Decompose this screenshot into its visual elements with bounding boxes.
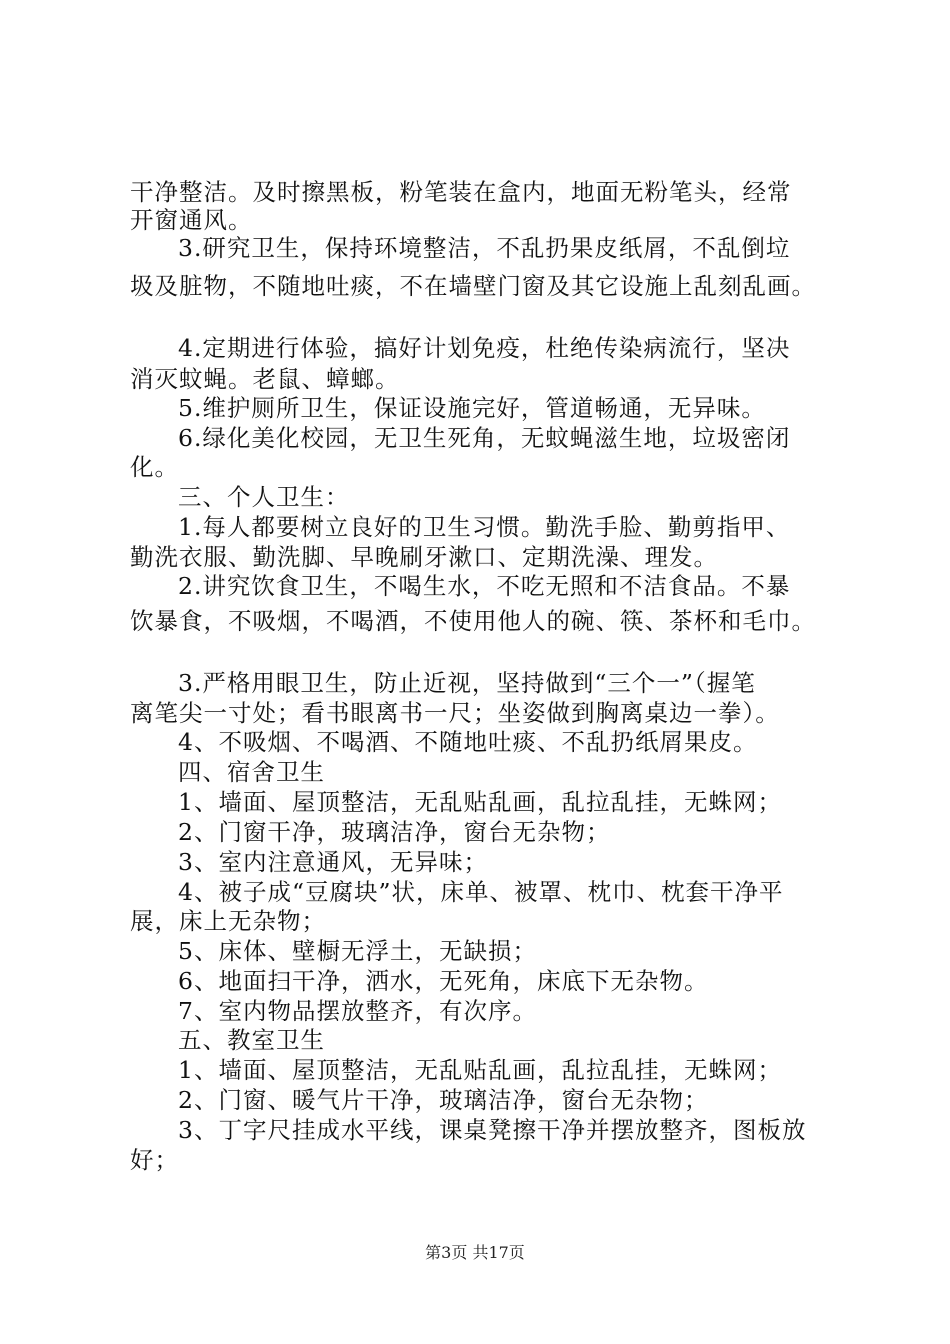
- text-line: 1.每人都要树立良好的卫生习惯。勤洗手脸、勤剪指甲、: [178, 513, 791, 541]
- text-line: 5、床体、壁橱无浮土，无缺损；: [178, 937, 537, 965]
- text-line: 4、不吸烟、不喝酒、不随地吐痰、不乱扔纸屑果皮。: [178, 728, 758, 756]
- page-number-footer: 第3页 共17页: [425, 1243, 525, 1262]
- text-line: 3、室内注意通风，无异味；: [178, 848, 488, 876]
- text-line: 2、门窗干净，玻璃洁净，窗台无杂物；: [178, 818, 611, 846]
- text-line: 消灭蚊蝇。老鼠、蟑螂。: [130, 365, 400, 393]
- text-line: 2.讲究饮食卫生，不喝生水，不吃无照和不洁食品。不暴: [178, 572, 791, 600]
- text-line: 好；: [130, 1146, 179, 1174]
- text-line: 圾及脏物，不随地吐痰，不在墙壁门窗及其它设施上乱刻乱画。: [130, 272, 816, 300]
- text-line: 开窗通风。: [130, 206, 253, 234]
- text-line: 3.研究卫生，保持环境整洁，不乱扔果皮纸屑，不乱倒垃: [178, 234, 791, 262]
- text-line: 干净整洁。及时擦黑板，粉笔装在盒内，地面无粉笔头，经常: [130, 178, 792, 206]
- text-line: 4、被子成“豆腐块”状，床单、被罩、枕巾、枕套干净平: [178, 878, 784, 906]
- text-line: 2、门窗、暖气片干净，玻璃洁净，窗台无杂物；: [178, 1086, 709, 1114]
- text-line: 1、墙面、屋顶整洁，无乱贴乱画，乱拉乱挂，无蛛网；: [178, 788, 782, 816]
- text-line: 饮暴食，不吸烟，不喝酒，不使用他人的碗、筷、茶杯和毛巾。: [130, 607, 816, 635]
- section-heading: 四、宿舍卫生: [178, 758, 325, 786]
- text-line: 1、墙面、屋顶整洁，无乱贴乱画，乱拉乱挂，无蛛网；: [178, 1056, 782, 1084]
- text-line: 6.绿化美化校园，无卫生死角，无蚊蝇滋生地，垃圾密闭: [178, 424, 791, 452]
- text-line: 6、地面扫干净，洒水，无死角，床底下无杂物。: [178, 967, 709, 995]
- section-heading: 三、个人卫生：: [178, 483, 350, 511]
- text-line: 4.定期进行体验，搞好计划免疫，杜绝传染病流行，坚决: [178, 334, 791, 362]
- text-line: 5.维护厕所卫生，保证设施完好，管道畅通，无异味。: [178, 394, 766, 422]
- text-line: 展，床上无杂物；: [130, 907, 326, 935]
- text-line: 化。: [130, 453, 179, 481]
- text-line: 7、室内物品摆放整齐，有次序。: [178, 997, 537, 1025]
- section-heading: 五、教室卫生: [178, 1026, 325, 1054]
- text-line: 3.严格用眼卫生，防止近视，坚持做到“三个一”（握笔: [178, 669, 756, 697]
- text-line: 3、丁字尺挂成水平线，课桌凳擦干净并摆放整齐，图板放: [178, 1116, 807, 1144]
- text-line: 勤洗衣服、勤洗脚、早晚刷牙漱口、定期洗澡、理发。: [130, 543, 718, 571]
- text-line: 离笔尖一寸处；看书眼离书一尺；坐姿做到胸离桌边一拳）。: [130, 699, 780, 727]
